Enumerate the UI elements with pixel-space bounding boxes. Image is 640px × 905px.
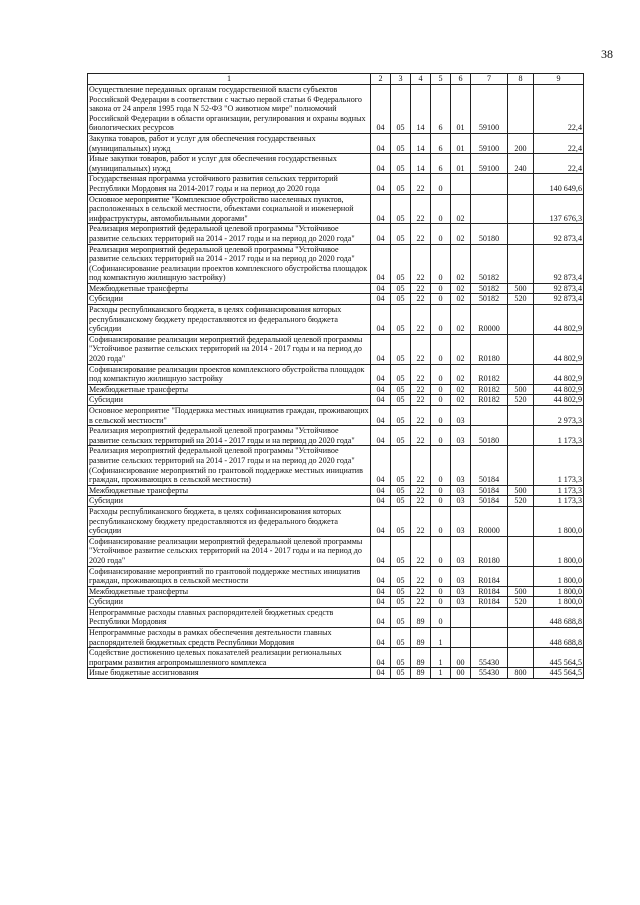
expense-direction-cell: R0180 xyxy=(471,334,508,364)
event-code-cell: 03 xyxy=(451,506,471,536)
subprogram-code-cell: 0 xyxy=(431,305,451,335)
program-code-cell: 22 xyxy=(411,294,431,305)
table-row xyxy=(88,506,584,536)
table-row xyxy=(88,485,584,496)
amount-cell: 445 564,5 xyxy=(534,648,584,668)
amount-cell: 22,4 xyxy=(534,133,584,153)
program-code-cell: 14 xyxy=(411,133,431,153)
subsection-code-cell: 05 xyxy=(391,485,411,496)
expense-type-cell xyxy=(508,607,534,627)
table-row xyxy=(88,133,584,153)
event-code-cell: 02 xyxy=(451,283,471,294)
amount-cell: 92 873,4 xyxy=(534,294,584,305)
table-row xyxy=(88,224,584,244)
program-code-cell: 89 xyxy=(411,628,431,648)
program-code-cell: 22 xyxy=(411,586,431,597)
subprogram-code-cell: 6 xyxy=(431,85,451,134)
expense-type-cell xyxy=(508,628,534,648)
event-code-cell: 03 xyxy=(451,586,471,597)
section-code-cell: 04 xyxy=(371,426,391,446)
section-code-cell: 04 xyxy=(371,174,391,194)
amount-cell: 2 973,3 xyxy=(534,406,584,426)
row-name-cell: Закупка товаров, работ и услуг для обеспечения государственных (муниципальных) нужд xyxy=(88,133,371,153)
expense-direction-cell: 55430 xyxy=(471,668,508,679)
subsection-code-cell: 05 xyxy=(391,406,411,426)
expense-direction-cell: R0182 xyxy=(471,395,508,406)
expense-direction-cell: R0184 xyxy=(471,586,508,597)
subsection-code-cell: 05 xyxy=(391,648,411,668)
amount-cell: 445 564,5 xyxy=(534,668,584,679)
expense-direction-cell xyxy=(471,174,508,194)
section-code-cell: 04 xyxy=(371,133,391,153)
event-code-cell: 03 xyxy=(451,485,471,496)
event-code-cell: 02 xyxy=(451,384,471,395)
section-code-cell: 04 xyxy=(371,668,391,679)
event-code-cell xyxy=(451,628,471,648)
column-header: 8 xyxy=(508,74,534,85)
expense-direction-cell: R0000 xyxy=(471,506,508,536)
table-body xyxy=(88,85,584,679)
row-name-cell: Содействие достижению целевых показателей реализации региональных программ развития агропромышленного комплекса xyxy=(88,648,371,668)
row-name-cell: Субсидии xyxy=(88,597,371,608)
section-code-cell: 04 xyxy=(371,154,391,174)
amount-cell: 44 802,9 xyxy=(534,395,584,406)
row-name-cell: Реализация мероприятий федеральной целевой программы "Устойчивое развитие сельских территорий на 2014 - 2017 годы и на период до 2020 года" (Софинансирование мероприятий по грантовой поддержке местных инициатив граждан, проживающих в сельской местности) xyxy=(88,446,371,485)
program-code-cell: 22 xyxy=(411,283,431,294)
section-code-cell: 04 xyxy=(371,395,391,406)
subprogram-code-cell: 0 xyxy=(431,496,451,507)
program-code-cell: 22 xyxy=(411,334,431,364)
subprogram-code-cell: 6 xyxy=(431,154,451,174)
section-code-cell: 04 xyxy=(371,244,391,283)
amount-cell: 1 800,0 xyxy=(534,506,584,536)
expense-direction-cell: 50182 xyxy=(471,283,508,294)
section-code-cell: 04 xyxy=(371,566,391,586)
subprogram-code-cell: 0 xyxy=(431,194,451,224)
event-code-cell: 03 xyxy=(451,426,471,446)
program-code-cell: 22 xyxy=(411,446,431,485)
expense-type-cell: 520 xyxy=(508,597,534,608)
amount-cell: 22,4 xyxy=(534,154,584,174)
subsection-code-cell: 05 xyxy=(391,133,411,153)
table-row xyxy=(88,294,584,305)
expense-type-cell xyxy=(508,85,534,134)
amount-cell: 448 688,8 xyxy=(534,628,584,648)
event-code-cell: 00 xyxy=(451,668,471,679)
subsection-code-cell: 05 xyxy=(391,566,411,586)
amount-cell: 92 873,4 xyxy=(534,283,584,294)
subprogram-code-cell: 1 xyxy=(431,648,451,668)
amount-cell: 92 873,4 xyxy=(534,224,584,244)
subsection-code-cell: 05 xyxy=(391,536,411,566)
program-code-cell: 22 xyxy=(411,244,431,283)
expense-direction-cell xyxy=(471,406,508,426)
program-code-cell: 22 xyxy=(411,194,431,224)
row-name-cell: Субсидии xyxy=(88,294,371,305)
section-code-cell: 04 xyxy=(371,536,391,566)
subsection-code-cell: 05 xyxy=(391,305,411,335)
subprogram-code-cell: 0 xyxy=(431,566,451,586)
amount-cell: 44 802,9 xyxy=(534,334,584,364)
program-code-cell: 14 xyxy=(411,154,431,174)
amount-cell: 1 173,3 xyxy=(534,446,584,485)
event-code-cell: 03 xyxy=(451,406,471,426)
subsection-code-cell: 05 xyxy=(391,85,411,134)
subsection-code-cell: 05 xyxy=(391,364,411,384)
subprogram-code-cell: 0 xyxy=(431,597,451,608)
expense-direction-cell: 50184 xyxy=(471,446,508,485)
expense-type-cell: 200 xyxy=(508,133,534,153)
event-code-cell xyxy=(451,174,471,194)
table-row xyxy=(88,174,584,194)
program-code-cell: 89 xyxy=(411,648,431,668)
row-name-cell: Непрограммные расходы главных распорядителей бюджетных средств Республики Мордовия xyxy=(88,607,371,627)
section-code-cell: 04 xyxy=(371,607,391,627)
amount-cell: 1 800,0 xyxy=(534,536,584,566)
expense-type-cell xyxy=(508,194,534,224)
program-code-cell: 22 xyxy=(411,536,431,566)
event-code-cell: 02 xyxy=(451,364,471,384)
table-row xyxy=(88,283,584,294)
expense-type-cell xyxy=(508,426,534,446)
subprogram-code-cell: 0 xyxy=(431,364,451,384)
event-code-cell: 02 xyxy=(451,334,471,364)
subprogram-code-cell: 0 xyxy=(431,485,451,496)
event-code-cell: 03 xyxy=(451,536,471,566)
amount-cell: 1 800,0 xyxy=(534,597,584,608)
amount-cell: 44 802,9 xyxy=(534,364,584,384)
program-code-cell: 22 xyxy=(411,485,431,496)
program-code-cell: 89 xyxy=(411,668,431,679)
subprogram-code-cell: 0 xyxy=(431,607,451,627)
expense-type-cell xyxy=(508,506,534,536)
event-code-cell: 00 xyxy=(451,648,471,668)
subsection-code-cell: 05 xyxy=(391,668,411,679)
subsection-code-cell: 05 xyxy=(391,174,411,194)
table-row xyxy=(88,446,584,485)
expense-type-cell xyxy=(508,334,534,364)
section-code-cell: 04 xyxy=(371,496,391,507)
event-code-cell: 02 xyxy=(451,244,471,283)
subprogram-code-cell: 0 xyxy=(431,406,451,426)
amount-cell: 137 676,3 xyxy=(534,194,584,224)
table-row xyxy=(88,586,584,597)
section-code-cell: 04 xyxy=(371,224,391,244)
table-row xyxy=(88,334,584,364)
amount-cell: 1 173,3 xyxy=(534,426,584,446)
program-code-cell: 22 xyxy=(411,406,431,426)
subsection-code-cell: 05 xyxy=(391,628,411,648)
amount-cell: 44 802,9 xyxy=(534,305,584,335)
expense-direction-cell: 59100 xyxy=(471,85,508,134)
row-name-cell: Межбюджетные трансферты xyxy=(88,384,371,395)
program-code-cell: 22 xyxy=(411,395,431,406)
event-code-cell: 03 xyxy=(451,597,471,608)
section-code-cell: 04 xyxy=(371,85,391,134)
expense-type-cell xyxy=(508,648,534,668)
subsection-code-cell: 05 xyxy=(391,506,411,536)
subsection-code-cell: 05 xyxy=(391,586,411,597)
row-name-cell: Субсидии xyxy=(88,395,371,406)
row-name-cell: Софинансирование реализации мероприятий федеральной целевой программы "Устойчивое развитие сельских территорий на 2014 - 2017 годы и на период до 2020 года" xyxy=(88,536,371,566)
amount-cell: 44 802,9 xyxy=(534,384,584,395)
subprogram-code-cell: 0 xyxy=(431,244,451,283)
header-row xyxy=(88,74,584,85)
subprogram-code-cell: 0 xyxy=(431,174,451,194)
expense-direction-cell: 50180 xyxy=(471,224,508,244)
expense-type-cell: 520 xyxy=(508,395,534,406)
expense-type-cell xyxy=(508,244,534,283)
table-row xyxy=(88,154,584,174)
program-code-cell: 22 xyxy=(411,305,431,335)
subsection-code-cell: 05 xyxy=(391,224,411,244)
expense-direction-cell: 59100 xyxy=(471,154,508,174)
row-name-cell: Иные бюджетные ассигнования xyxy=(88,668,371,679)
row-name-cell: Расходы республиканского бюджета, в целях софинансирования которых республиканскому бюджету предоставляются из федерального бюджета субсидии xyxy=(88,506,371,536)
row-name-cell: Межбюджетные трансферты xyxy=(88,586,371,597)
expense-type-cell xyxy=(508,224,534,244)
expense-direction-cell: R0182 xyxy=(471,384,508,395)
section-code-cell: 04 xyxy=(371,506,391,536)
expense-type-cell: 520 xyxy=(508,294,534,305)
event-code-cell: 02 xyxy=(451,224,471,244)
row-name-cell: Софинансирование реализации мероприятий федеральной целевой программы "Устойчивое развитие сельских территорий на 2014 - 2017 годы и на период до 2020 года" xyxy=(88,334,371,364)
event-code-cell xyxy=(451,607,471,627)
row-name-cell: Непрограммные расходы в рамках обеспечения деятельности главных распорядителей бюджетных средств Республики Мордовия xyxy=(88,628,371,648)
column-header: 1 xyxy=(88,74,371,85)
expense-direction-cell: R0184 xyxy=(471,566,508,586)
section-code-cell: 04 xyxy=(371,648,391,668)
event-code-cell: 02 xyxy=(451,395,471,406)
amount-cell: 1 173,3 xyxy=(534,485,584,496)
expense-direction-cell: 50184 xyxy=(471,485,508,496)
table-row xyxy=(88,566,584,586)
expense-direction-cell: R0184 xyxy=(471,597,508,608)
subprogram-code-cell: 0 xyxy=(431,334,451,364)
expense-type-cell xyxy=(508,305,534,335)
subsection-code-cell: 05 xyxy=(391,294,411,305)
row-name-cell: Иные закупки товаров, работ и услуг для обеспечения государственных (муниципальных) нужд xyxy=(88,154,371,174)
event-code-cell: 03 xyxy=(451,566,471,586)
amount-cell: 1 800,0 xyxy=(534,566,584,586)
expense-type-cell xyxy=(508,566,534,586)
subsection-code-cell: 05 xyxy=(391,597,411,608)
row-name-cell: Реализация мероприятий федеральной целевой программы "Устойчивое развитие сельских территорий на 2014 - 2017 годы и на период до 2020 года" xyxy=(88,224,371,244)
expense-type-cell xyxy=(508,364,534,384)
row-name-cell: Субсидии xyxy=(88,496,371,507)
table-row xyxy=(88,395,584,406)
subsection-code-cell: 05 xyxy=(391,496,411,507)
budget-table xyxy=(87,73,584,679)
expense-direction-cell xyxy=(471,628,508,648)
program-code-cell: 89 xyxy=(411,607,431,627)
expense-type-cell xyxy=(508,536,534,566)
table-row xyxy=(88,194,584,224)
subprogram-code-cell: 0 xyxy=(431,426,451,446)
subsection-code-cell: 05 xyxy=(391,334,411,364)
subsection-code-cell: 05 xyxy=(391,283,411,294)
section-code-cell: 04 xyxy=(371,586,391,597)
section-code-cell: 04 xyxy=(371,283,391,294)
table-row xyxy=(88,648,584,668)
row-name-cell: Межбюджетные трансферты xyxy=(88,283,371,294)
expense-type-cell: 500 xyxy=(508,485,534,496)
column-header: 7 xyxy=(471,74,508,85)
program-code-cell: 22 xyxy=(411,506,431,536)
amount-cell: 448 688,8 xyxy=(534,607,584,627)
amount-cell: 1 173,3 xyxy=(534,496,584,507)
event-code-cell: 03 xyxy=(451,446,471,485)
expense-direction-cell xyxy=(471,607,508,627)
expense-direction-cell: 50182 xyxy=(471,294,508,305)
expense-direction-cell: 59100 xyxy=(471,133,508,153)
row-name-cell: Межбюджетные трансферты xyxy=(88,485,371,496)
expense-type-cell xyxy=(508,174,534,194)
amount-cell: 1 800,0 xyxy=(534,586,584,597)
table-row xyxy=(88,496,584,507)
expense-type-cell xyxy=(508,446,534,485)
program-code-cell: 22 xyxy=(411,426,431,446)
row-name-cell: Осуществление переданных органам государственной власти субъектов Российской Федерации в соответствии с частью первой статьи 6 Федерального закона от 24 апреля 1995 года N 52-ФЗ "О животном мире" полномочий Российской Федерации в области организации, регулирования и охраны водных биологических ресурсов xyxy=(88,85,371,134)
subsection-code-cell: 05 xyxy=(391,426,411,446)
section-code-cell: 04 xyxy=(371,485,391,496)
expense-direction-cell: 50184 xyxy=(471,496,508,507)
expense-type-cell: 800 xyxy=(508,668,534,679)
column-header: 4 xyxy=(411,74,431,85)
table-row xyxy=(88,426,584,446)
subsection-code-cell: 05 xyxy=(391,384,411,395)
row-name-cell: Государственная программа устойчивого развития сельских территорий Республики Мордовия на 2014-2017 годы и на период до 2020 года xyxy=(88,174,371,194)
subsection-code-cell: 05 xyxy=(391,154,411,174)
subprogram-code-cell: 0 xyxy=(431,294,451,305)
column-header: 9 xyxy=(534,74,584,85)
event-code-cell: 01 xyxy=(451,154,471,174)
page-number: 38 xyxy=(601,47,613,61)
expense-type-cell: 500 xyxy=(508,586,534,597)
program-code-cell: 22 xyxy=(411,566,431,586)
program-code-cell: 22 xyxy=(411,364,431,384)
section-code-cell: 04 xyxy=(371,364,391,384)
subprogram-code-cell: 1 xyxy=(431,628,451,648)
table-row xyxy=(88,244,584,283)
expense-direction-cell: R0182 xyxy=(471,364,508,384)
section-code-cell: 04 xyxy=(371,194,391,224)
table-row xyxy=(88,406,584,426)
expense-type-cell: 500 xyxy=(508,283,534,294)
program-code-cell: 14 xyxy=(411,85,431,134)
section-code-cell: 04 xyxy=(371,305,391,335)
expense-direction-cell: 55430 xyxy=(471,648,508,668)
subprogram-code-cell: 1 xyxy=(431,668,451,679)
row-name-cell: Реализация мероприятий федеральной целевой программы "Устойчивое развитие сельских территорий на 2014 - 2017 годы и на период до 2020 года" xyxy=(88,426,371,446)
event-code-cell: 01 xyxy=(451,133,471,153)
section-code-cell: 04 xyxy=(371,446,391,485)
event-code-cell: 02 xyxy=(451,194,471,224)
subsection-code-cell: 05 xyxy=(391,607,411,627)
column-header: 6 xyxy=(451,74,471,85)
row-name-cell: Основное мероприятие "Комплексное обустройство населенных пунктов, расположенных в сельской местности, объектами социальной и инженерной инфраструктуры, автомобильными дорогами" xyxy=(88,194,371,224)
table-row xyxy=(88,597,584,608)
row-name-cell: Основное мероприятие "Поддержка местных инициатив граждан, проживающих в сельской местности" xyxy=(89,406,369,425)
subsection-code-cell: 05 xyxy=(391,194,411,224)
subprogram-code-cell: 0 xyxy=(431,283,451,294)
subprogram-code-cell: 0 xyxy=(431,224,451,244)
event-code-cell: 02 xyxy=(451,305,471,335)
subprogram-code-cell: 6 xyxy=(431,133,451,153)
table-row xyxy=(88,628,584,648)
subprogram-code-cell: 0 xyxy=(431,384,451,395)
row-name-cell: Реализация мероприятий федеральной целевой программы "Устойчивое развитие сельских территорий на 2014 - 2017 годы и на период до 2020 года" (Софинансирование реализации проектов комплексного обустройства площадок под компактную жилищную застройку) xyxy=(88,244,371,283)
program-code-cell: 22 xyxy=(411,174,431,194)
column-header: 2 xyxy=(371,74,391,85)
subprogram-code-cell: 0 xyxy=(431,586,451,597)
amount-cell: 22,4 xyxy=(534,85,584,134)
row-name-cell: Софинансирование мероприятий по грантовой поддержке местных инициатив граждан, проживающих в сельской местности xyxy=(88,566,371,586)
row-name-cell: Расходы республиканского бюджета, в целях софинансирования которых республиканскому бюджету предоставляются из федерального бюджета субсидии xyxy=(88,305,371,335)
section-code-cell: 04 xyxy=(371,597,391,608)
expense-direction-cell xyxy=(471,194,508,224)
subsection-code-cell: 05 xyxy=(391,395,411,406)
expense-type-cell xyxy=(508,406,534,426)
program-code-cell: 22 xyxy=(411,597,431,608)
subsection-code-cell: 05 xyxy=(391,446,411,485)
table-row xyxy=(88,85,584,134)
section-code-cell: 04 xyxy=(371,406,391,426)
row-name-cell: Софинансирование реализации проектов комплексного обустройства площадок под компактную жилищную застройку xyxy=(88,364,371,384)
expense-direction-cell: R0180 xyxy=(471,536,508,566)
amount-cell: 140 649,6 xyxy=(534,174,584,194)
column-header: 5 xyxy=(431,74,451,85)
table-row xyxy=(88,668,584,679)
table-row xyxy=(88,536,584,566)
subprogram-code-cell: 0 xyxy=(431,446,451,485)
subprogram-code-cell: 0 xyxy=(431,506,451,536)
event-code-cell: 01 xyxy=(451,85,471,134)
expense-direction-cell: R0000 xyxy=(471,305,508,335)
program-code-cell: 22 xyxy=(411,384,431,395)
column-header: 3 xyxy=(391,74,411,85)
expense-direction-cell: 50182 xyxy=(471,244,508,283)
program-code-cell: 22 xyxy=(411,496,431,507)
table-row xyxy=(88,364,584,384)
amount-cell: 92 873,4 xyxy=(534,244,584,283)
subprogram-code-cell: 0 xyxy=(431,395,451,406)
expense-direction-cell: 50180 xyxy=(471,426,508,446)
section-code-cell: 04 xyxy=(371,334,391,364)
expense-type-cell: 500 xyxy=(508,384,534,395)
program-code-cell: 22 xyxy=(411,224,431,244)
section-code-cell: 04 xyxy=(371,628,391,648)
section-code-cell: 04 xyxy=(371,384,391,395)
event-code-cell: 03 xyxy=(451,496,471,507)
expense-type-cell: 240 xyxy=(508,154,534,174)
table-row xyxy=(88,305,584,335)
section-code-cell: 04 xyxy=(371,294,391,305)
subprogram-code-cell: 0 xyxy=(431,536,451,566)
expense-type-cell: 520 xyxy=(508,496,534,507)
table-row xyxy=(88,384,584,395)
table-row xyxy=(88,607,584,627)
event-code-cell: 02 xyxy=(451,294,471,305)
subsection-code-cell: 05 xyxy=(391,244,411,283)
